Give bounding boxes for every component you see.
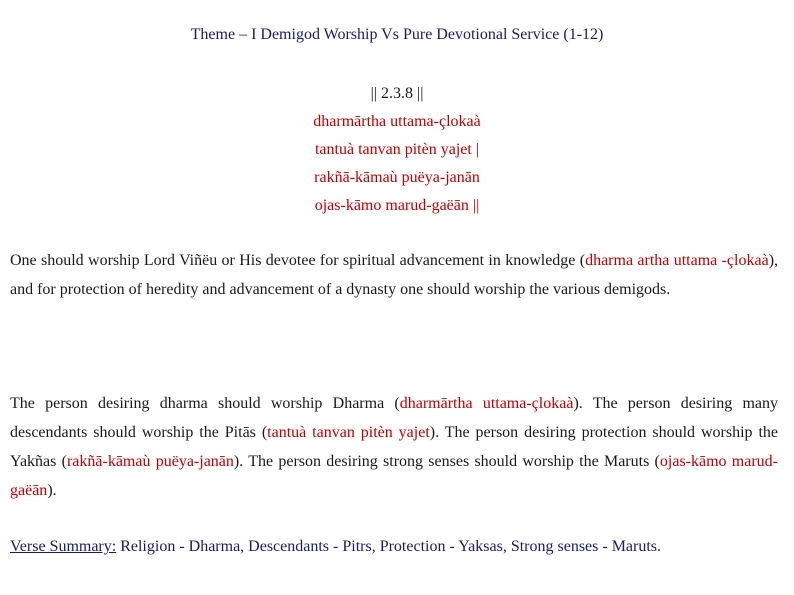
verse-summary: [10, 532, 778, 561]
sanskrit-term: rakñā-kāmaù puëya-janān: [66, 453, 234, 470]
sanskrit-term: tantuà tanvan pitèn yajet: [267, 424, 430, 441]
verse-line: tantuà tanvan pitèn yajet |: [314, 141, 480, 158]
paragraph-text: ). The person desiring strong senses should worship the Maruts (: [233, 453, 660, 470]
sanskrit-term: dharma artha uttama -çlokaà: [585, 252, 769, 269]
paragraph-text: ). The person desiring protection should worship the Yakñas (: [10, 424, 778, 470]
verse-line: dharmārtha uttama-çlokaà: [313, 113, 481, 130]
verse-block: [0, 80, 794, 220]
translation-paragraph: [10, 246, 778, 304]
paragraph-text: ), and for protection of heredity and advancement of a dynasty one should worship the various demigods.: [10, 252, 779, 298]
summary-label: Verse Summary:: [10, 538, 117, 555]
verse-line: rakñā-kāmaù puëya-janān: [314, 169, 480, 186]
sanskrit-term: ojas-kāmo marud-gaëān: [10, 453, 778, 499]
paragraph-text: One should worship Lord Viñëu or His devotee for spiritual advancement in knowledge (: [10, 252, 586, 269]
summary-text: Religion - Dharma, Descendants - Pitrs, Protection - Yaksas, Strong senses - Maruts.: [116, 538, 662, 555]
paragraph-text: ).: [47, 482, 57, 499]
sanskrit-term: dharmārtha uttama-çlokaà: [399, 395, 574, 412]
page-title: Theme – I Demigod Worship Vs Pure Devotional Service (1-12): [190, 26, 604, 43]
paragraph-text: ). The person desiring many descendants should worship the Pitās (: [10, 395, 779, 441]
explanation-paragraph: [10, 389, 778, 505]
verse-line: ojas-kāmo marud-gaëān ||: [314, 197, 480, 214]
paragraph-text: The person desiring dharma should worship Dharma (: [10, 395, 400, 412]
verse-reference: || 2.3.8 ||: [370, 85, 424, 102]
